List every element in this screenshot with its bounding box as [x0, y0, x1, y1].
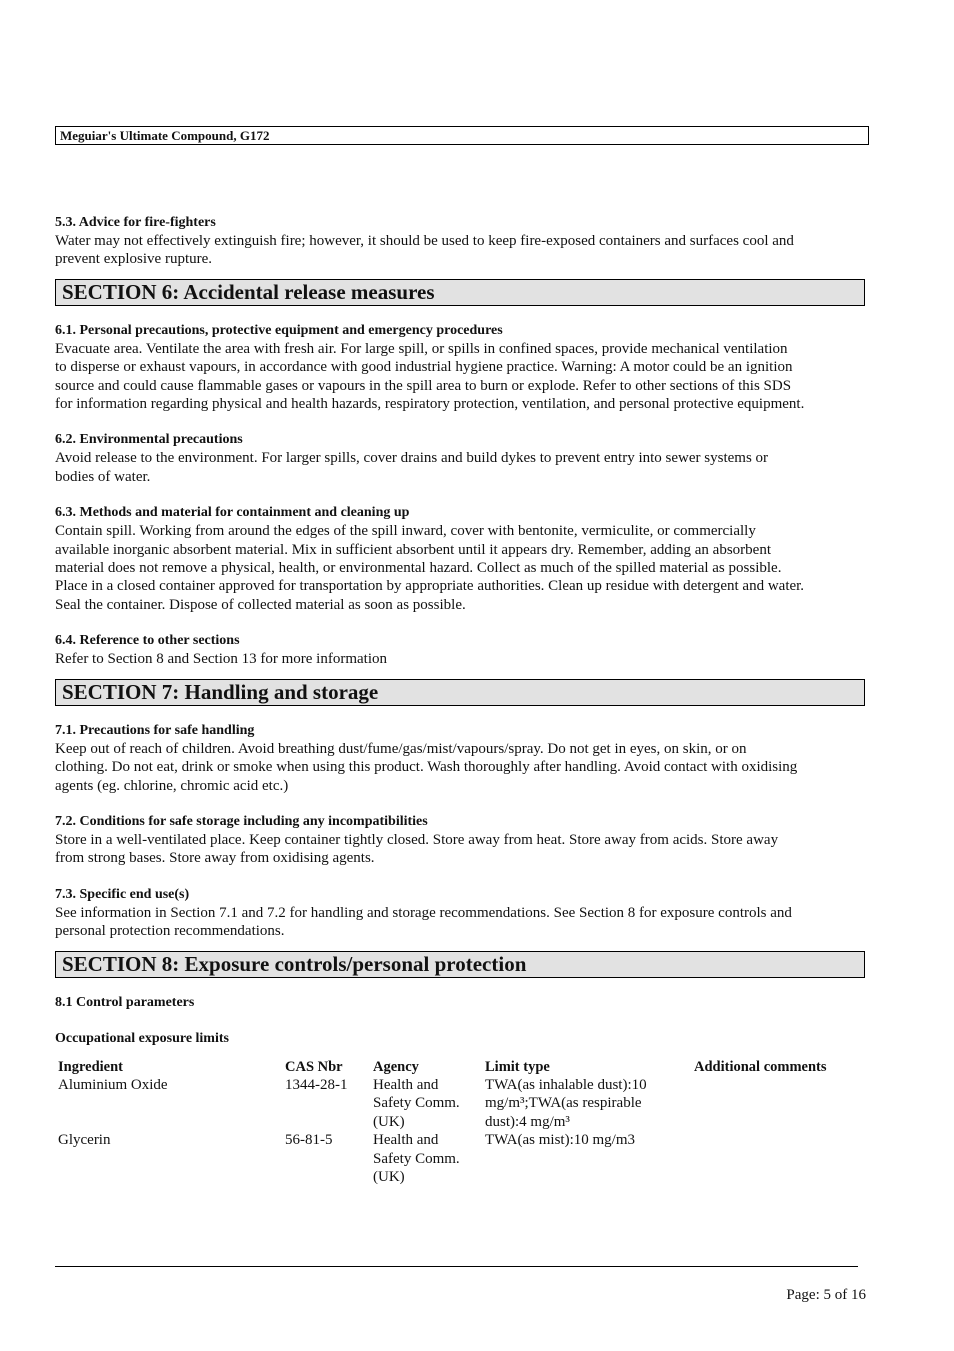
subsection-title-6-4: 6.4. Reference to other sections	[55, 633, 240, 649]
cell-line: Safety Comm.	[373, 1150, 460, 1167]
section-title-8: SECTION 8: Exposure controls/personal protection	[55, 951, 865, 978]
cell-line: (UK)	[373, 1168, 405, 1185]
col-header-cas: CAS Nbr	[285, 1058, 343, 1075]
cell-agency	[370, 1131, 482, 1186]
para-line: to disperse or exhaust vapours, in accordance with good industrial hygiene practice. Warning: A motor could be an ignition	[55, 359, 793, 376]
cell-line: Health and	[373, 1132, 439, 1149]
col-header-agency: Agency	[373, 1058, 419, 1075]
cell-line: Safety Comm.	[373, 1095, 460, 1112]
cell-line: mg/m³;TWA(as respirable	[485, 1095, 642, 1112]
cell-line: (UK)	[373, 1113, 405, 1130]
cell-line: dust):4 mg/m³	[485, 1113, 570, 1130]
cell-line: TWA(as inhalable dust):10	[485, 1076, 647, 1093]
cell-agency	[370, 1076, 482, 1131]
table-header-row	[55, 1058, 867, 1076]
col-header-limit-type: Limit type	[485, 1058, 550, 1075]
content	[55, 214, 867, 1186]
para-line: available inorganic absorbent material. Mix in sufficient absorbent until it appears dry. Remember, adding an absorbent	[55, 541, 771, 558]
cell-ingredient: Aluminium Oxide	[58, 1076, 168, 1093]
para-line: Water may not effectively extinguish fire; however, it should be used to keep fire-exposed containers and surfaces cool and	[55, 233, 794, 249]
para-line: Avoid release to the environment. For larger spills, cover drains and build dykes to prevent entry into sewer systems or	[55, 450, 769, 467]
cell-cas: 1344-28-1	[285, 1076, 348, 1093]
subsection-title-7-1: 7.1. Precautions for safe handling	[55, 722, 255, 738]
para-line: Seal the container. Dispose of collected material as soon as possible.	[55, 596, 466, 613]
section-title-6: SECTION 6: Accidental release measures	[55, 279, 865, 306]
subsection-title-7-3: 7.3. Specific end use(s)	[55, 886, 190, 902]
cell-comments	[691, 1131, 867, 1186]
para-line: agents (eg. chlorine, chromic acid etc.)	[55, 777, 289, 794]
para-line: prevent explosive rupture.	[55, 251, 213, 268]
para-line: personal protection recommendations.	[55, 923, 285, 940]
subsection-title-5-3: 5.3. Advice for fire-fighters	[55, 215, 216, 230]
para-line: source and could cause flammable gases or vapours in the spill area to burn or explode. Refer to other sections of this SDS	[55, 377, 792, 394]
para-line: Refer to Section 8 and Section 13 for more information	[55, 651, 387, 668]
cell-limit-type	[482, 1076, 691, 1131]
oel-title: Occupational exposure limits	[55, 1030, 229, 1046]
col-header-ingredient: Ingredient	[58, 1058, 123, 1075]
subsection-title-7-2: 7.2. Conditions for safe storage including any incompatibilities	[55, 813, 428, 829]
subsection-title-6-1: 6.1. Personal precautions, protective equipment and emergency procedures	[55, 322, 503, 338]
table-row	[55, 1131, 867, 1186]
para-line: Store in a well-ventilated place. Keep container tightly closed. Store away from heat. Store away from acids. Store away	[55, 831, 779, 848]
col-header-comments: Additional comments	[694, 1058, 827, 1075]
para-line: material does not remove a physical, health, or environmental hazard. Collect as much of the spilled material as possible.	[55, 560, 782, 577]
para-line: from strong bases. Store away from oxidising agents.	[55, 850, 375, 867]
cell-line: Health and	[373, 1076, 439, 1093]
product-header: Meguiar's Ultimate Compound, G172	[55, 126, 869, 145]
para-line: bodies of water.	[55, 468, 151, 485]
para-line: clothing. Do not eat, drink or smoke when using this product. Wash thoroughly after handling. Avoid contact with oxidising	[55, 759, 798, 776]
footer-divider	[55, 1266, 858, 1267]
table-row	[55, 1076, 867, 1131]
subsection-title-8-1: 8.1 Control parameters	[55, 994, 195, 1010]
cell-line: TWA(as mist):10 mg/m3	[485, 1132, 635, 1149]
subsection-title-6-2: 6.2. Environmental precautions	[55, 432, 243, 448]
cell-limit-type	[482, 1131, 691, 1186]
para-line: Place in a closed container approved for transportation by appropriate authorities. Clean up residue with detergent and water.	[55, 578, 805, 595]
para-line: Keep out of reach of children. Avoid breathing dust/fume/gas/mist/vapours/spray. Do not get in eyes, on skin, or on	[55, 740, 747, 757]
section-title-7: SECTION 7: Handling and storage	[55, 679, 865, 706]
para-line: See information in Section 7.1 and 7.2 for handling and storage recommendations. See Section 8 for exposure controls and	[55, 904, 792, 921]
cell-comments	[691, 1076, 867, 1131]
exposure-limits-table	[55, 1058, 867, 1187]
cell-ingredient: Glycerin	[58, 1132, 111, 1149]
para-line: for information regarding physical and health hazards, respiratory protection, ventilation, and personal protective equipment.	[55, 396, 805, 413]
para-line: Evacuate area. Ventilate the area with fresh air. For large spill, or spills in confined spaces, provide mechanical ventilation	[55, 340, 788, 357]
para-line: Contain spill. Working from around the edges of the spill inward, cover with bentonite, vermiculite, or commercially	[55, 523, 756, 540]
cell-cas: 56-81-5	[285, 1132, 333, 1149]
page-number: Page: 5 of 16	[786, 1287, 866, 1303]
subsection-title-6-3: 6.3. Methods and material for containment and cleaning up	[55, 505, 410, 521]
